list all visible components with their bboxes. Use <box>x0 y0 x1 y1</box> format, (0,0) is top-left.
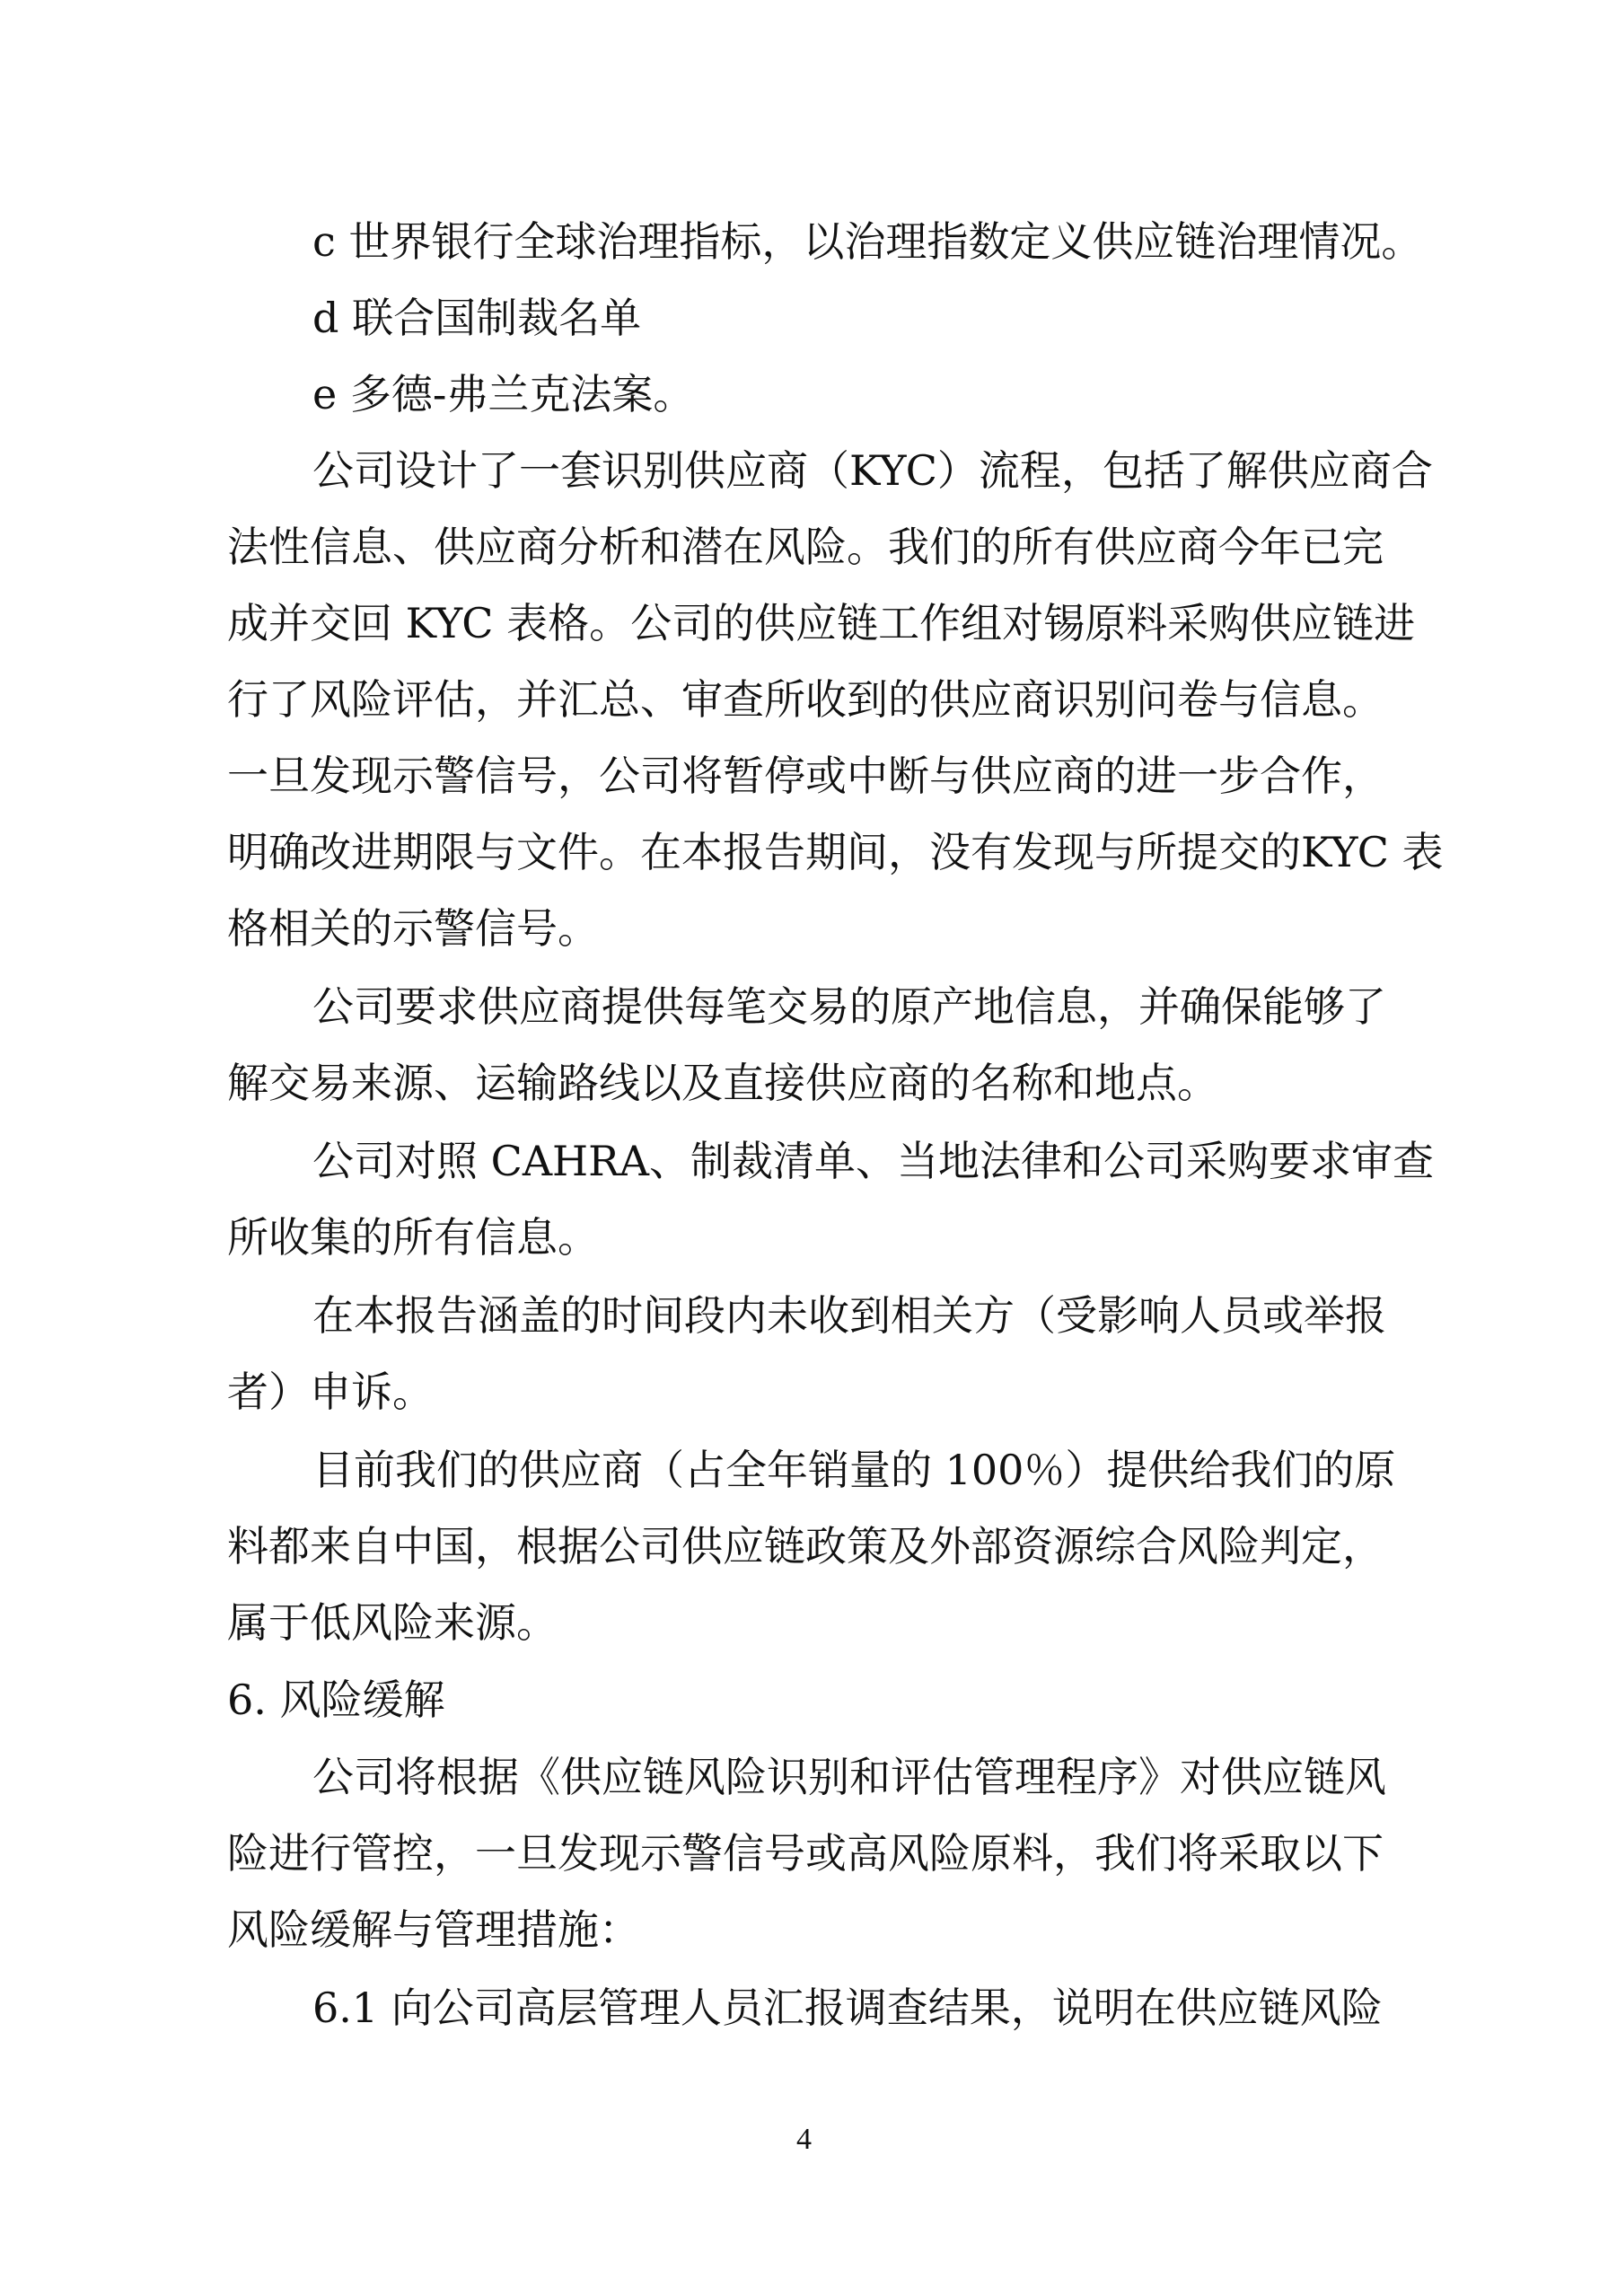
text-line <box>0 204 1608 279</box>
paragraph-kyc-text: 明确改进期限与文件。在本报告期间，没有发现与所提交的KYC 表 <box>227 828 1444 876</box>
paragraph-line <box>0 969 1608 1044</box>
paragraph-line <box>0 1739 1608 1815</box>
paragraph-line <box>0 1970 1608 2045</box>
text-line <box>0 280 1608 356</box>
paragraph-line <box>0 1585 1608 1660</box>
paragraph-mitigation-text: 风险缓解与管理措施： <box>227 1905 640 1954</box>
paragraph-supplier-text: 目前我们的供应商（占全年销量的 100％）提供给我们的原 <box>312 1446 1396 1494</box>
paragraph-line <box>0 738 1608 814</box>
paragraph-complaint-text: 在本报告涵盖的时间段内未收到相关方（受影响人员或举报 <box>312 1291 1386 1340</box>
paragraph-line <box>0 891 1608 966</box>
paragraph-line <box>0 509 1608 585</box>
list-item-d: d 联合国制裁名单 <box>312 294 642 342</box>
paragraph-line <box>0 1354 1608 1430</box>
paragraph-complaint-text: 者）申诉。 <box>227 1368 434 1416</box>
paragraph-supplier-text: 料都来自中国，根据公司供应链政策及外部资源综合风险判定， <box>227 1522 1384 1570</box>
paragraph-line <box>0 1200 1608 1275</box>
section-heading <box>0 1662 1608 1737</box>
paragraph-review-text: 所收集的所有信息。 <box>227 1213 599 1262</box>
paragraph-origin-text: 公司要求供应商提供每笔交易的原产地信息，并确保能够了 <box>312 982 1386 1031</box>
paragraph-kyc-text: 法性信息、供应商分析和潜在风险。我们的所有供应商今年已完 <box>227 523 1384 571</box>
paragraph-kyc-text: 一旦发现示警信号，公司将暂停或中断与供应商的进一步合作， <box>227 752 1384 800</box>
paragraph-kyc-text: 行了风险评估，并汇总、审查所收到的供应商识别问卷与信息。 <box>227 675 1384 724</box>
paragraph-kyc-text: 成并交回 KYC 表格。公司的供应链工作组对锡原料采购供应链进 <box>227 599 1416 647</box>
paragraph-line <box>0 1509 1608 1584</box>
list-item-e: e 多德-弗兰克法案。 <box>312 370 695 418</box>
paragraph-line <box>0 1045 1608 1121</box>
paragraph-line <box>0 814 1608 890</box>
paragraph-line <box>0 1432 1608 1508</box>
paragraph-line <box>0 1278 1608 1353</box>
paragraph-line <box>0 1123 1608 1199</box>
subsection-text: 6.1 向公司高层管理人员汇报调查结果，说明在供应链风险 <box>312 1984 1383 2032</box>
paragraph-mitigation-text: 险进行管控，一旦发现示警信号或高风险原料，我们将采取以下 <box>227 1829 1384 1878</box>
paragraph-kyc-text: 公司设计了一套识别供应商（KYC）流程，包括了解供应商合 <box>312 446 1433 495</box>
paragraph-kyc-text: 格相关的示警信号。 <box>227 904 599 953</box>
paragraph-line <box>0 1816 1608 1891</box>
paragraph-mitigation-text: 公司将根据《供应链风险识别和评估管理程序》对供应链风 <box>312 1753 1386 1801</box>
list-item-c: c 世界银行全球治理指标，以治理指数定义供应链治理情况。 <box>312 217 1423 266</box>
section-title: 6. 风险缓解 <box>227 1676 445 1724</box>
text-line <box>0 356 1608 432</box>
paragraph-origin-text: 解交易来源、运输路线以及直接供应商的名称和地点。 <box>227 1059 1218 1107</box>
paragraph-line <box>0 433 1608 508</box>
paragraph-line <box>0 662 1608 737</box>
paragraph-line <box>0 585 1608 661</box>
paragraph-line <box>0 1892 1608 1967</box>
page-number: 4 <box>796 2123 812 2156</box>
paragraph-supplier-text: 属于低风险来源。 <box>227 1598 558 1647</box>
paragraph-review-text: 公司对照 CAHRA、制裁清单、当地法律和公司采购要求审查 <box>312 1137 1435 1185</box>
